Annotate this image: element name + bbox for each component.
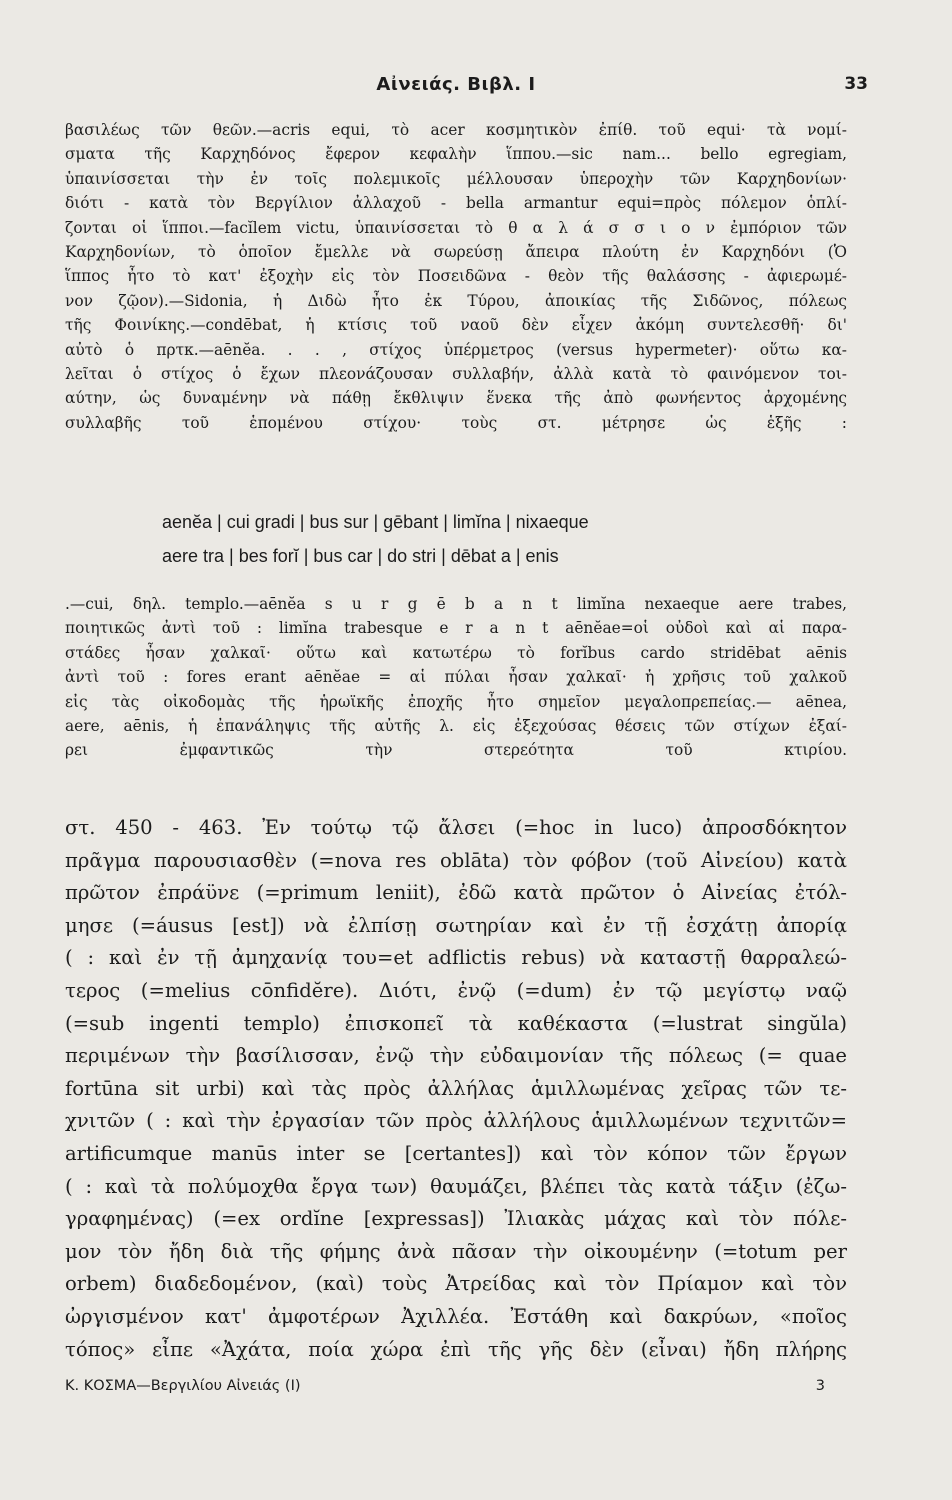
text-line: νον ζῷον).—Sidonia, ἡ Διδὼ ἦτο ἐκ Τύρου, ἀποικίας τῆς Σιδῶνος, πόλεως	[65, 291, 847, 310]
text-line: fortūna sit urbi) καὶ τὰς πρὸς ἀλλήλας ἁμιλλωμένας χεῖρας τῶν τε-	[65, 1076, 847, 1100]
text-line: (=sub ingenti templo) ἐπισκοπεῖ τὰ καθέκαστα (=lustrat singŭla)	[65, 1011, 847, 1035]
text-line: ζονται οἱ ἵπποι.—facĭlem victu, ὑπαινίσσεται τὸ θ α λ ά σ σ ι ο ν ἐμπόριον τῶν	[65, 218, 847, 237]
text-line: ποιητικῶς ἀντὶ τοῦ : limĭna trabesque e r a n t aēnĕae=οἱ οὐδοὶ καὶ αἱ παρα-	[65, 619, 847, 638]
text-line: ἀντὶ τοῦ : fores erant aēnĕae = αἱ πύλαι ἦσαν χαλκαῖ· ἡ χρῆσις τοῦ χαλκοῦ	[65, 668, 847, 687]
text-line: ἵππος ἦτο τὸ κατ' ἐξοχὴν εἰς τὸν Ποσειδῶνα - θεὸν τῆς θαλάσσης - ἀφιερωμέ-	[65, 267, 847, 286]
text-line: ὑπαινίσσεται τὴν ἐν τοῖς πολεμικοῖς μέλλουσαν ὑπεροχὴν τῶν Καρχηδονίων·	[65, 169, 847, 188]
text-line: γραφημένας) (=ex ordĭne [expressas]) Ἰλιακὰς μάχας καὶ τὸν πόλε-	[65, 1207, 847, 1231]
text-line: .—cui, δηλ. templo.—aēnĕa s u r g ē b a n t limĭna nexaeque aere trabes,	[65, 595, 847, 613]
text-line: βασιλέως τῶν θεῶν.—acris equi, τὸ acer κοσμητικὸν ἐπίθ. τοῦ equi· τὰ νομί-	[65, 121, 847, 139]
text-line: λεῖται ὁ στίχος ὁ ἔχων πλεονάζουσαν συλλαβήν, ἀλλὰ κατὰ τὸ φαινόμενον τοι-	[65, 364, 847, 383]
text-line: σματα τῆς Καρχηδόνος ἔφερον κεφαλὴν ἵππου.—sic nam... bello egregiam,	[65, 145, 847, 164]
text-line: τόπος» εἶπε «Ἀχάτα, ποία χώρα ἐπὶ τῆς γῆς δὲν (εἶναι) ἤδη πλήρης	[65, 1337, 847, 1361]
text-line: orbem) διαδεδομένον, (καὶ) τοὺς Ἀτρείδας καὶ τὸν Πρίαμον καὶ τὸν	[65, 1272, 847, 1296]
text-line: τῆς Φοινίκης.—condēbat, ἡ κτίσις τοῦ ναοῦ δὲν εἶχεν ἀκόμη συντελεσθῆ· δι'	[65, 316, 847, 335]
text-line: aere, aēnis, ἡ ἐπανάληψις τῆς αὐτῆς λ. εἰς ἐξεχούσας θέσεις τῶν στίχων ἐξαί-	[65, 716, 847, 735]
verse-line: aere tra | bes forĭ | bus car | do stri | dēbat a | enis	[162, 546, 559, 566]
text-line: Καρχηδονίων, τὸ ὁποῖον ἔμελλε νὰ σωρεύσῃ ἄπειρα πλούτη ἐν Καρχηδόνι (Ὁ	[65, 242, 847, 261]
footer-signature-text: Κ. ΚΟΣΜΑ—Βεργιλίου Αἰνειάς (Ι)	[65, 1378, 301, 1394]
text-line: εἰς τὰς οἰκοδομὰς τῆς ἡρωϊκῆς ἐποχῆς ἦτο σημεῖον μεγαλοπρεπείας.— aēnea,	[65, 692, 847, 711]
verse-scansion	[162, 505, 589, 573]
commentary-block	[65, 118, 847, 435]
commentary-block-2	[65, 592, 847, 763]
text-line: μησε (=áusus [est]) νὰ ἐλπίσῃ σωτηρίαν καὶ ἐν τῇ ἐσχάτῃ ἀπορίᾳ	[65, 913, 847, 937]
text-line: στ. 450 - 463. Ἐν τούτῳ τῷ ἄλσει (=hoc in luco) ἀπροσδόκητον	[65, 816, 847, 839]
text-line: συλλαβῆς τοῦ ἑπομένου στίχου· τοὺς στ. μέτρησε ὡς ἑξῆς :	[65, 413, 847, 432]
text-line: πρῶτον ἐπράϋνε (=primum leniit), ἐδῶ κατὰ πρῶτον ὁ Αἰνείας ἐτόλ-	[65, 881, 847, 905]
text-line: πρᾶγμα παρουσιασθὲν (=nova res oblāta) τὸν φόβον (τοῦ Αἰνείου) κατὰ	[65, 848, 847, 872]
text-line: χνιτῶν ( : καὶ τὴν ἐργασίαν τῶν πρὸς ἀλλήλους ἁμιλλωμένων τεχνιτῶν=	[65, 1109, 847, 1133]
translation-block	[65, 812, 847, 1366]
verse-line: aenĕa | cui gradi | bus sur | gēbant | limĭna | nixaeque	[162, 512, 589, 532]
text-line: στάδες ἦσαν χαλκαῖ· οὕτω καὶ κατωτέρω τὸ forĭbus cardo stridēbat aēnis	[65, 643, 847, 662]
text-line: περιμένων τὴν βασίλισσαν, ἐνῷ τὴν εὐδαιμονίαν τῆς πόλεως (= quae	[65, 1044, 847, 1068]
text-line: ὠργισμένον κατ' ἀμφοτέρων Ἀχιλλέα. Ἐστάθη καὶ δακρύων, «ποῖος	[65, 1304, 847, 1328]
text-line: ρει ἐμφαντικῶς τὴν στερεότητα τοῦ κτιρίου.	[65, 741, 847, 760]
text-line: αύτην, ὡς δυναμένην νὰ πάθῃ ἔκθλιψιν ἕνεκα τῆς ἀπὸ φωνήεντος ἀρχομένης	[65, 389, 847, 408]
running-header	[64, 74, 868, 98]
text-line: ( : καὶ ἐν τῇ ἀμηχανίᾳ του=et adflictis rebus) νὰ καταστῇ θαρραλεώ-	[65, 946, 847, 970]
page-footer	[65, 1378, 825, 1400]
running-title: Αἰνειάς. Βιβλ. I	[376, 74, 536, 95]
text-line: τερος (=melius cōnfidĕre). Διότι, ἐνῷ (=dum) ἐν τῷ μεγίστῳ ναῷ	[65, 978, 847, 1002]
text-line: artificumque manūs inter se [certantes]) καὶ τὸν κόπον τῶν ἔργων	[65, 1141, 847, 1165]
text-line: διότι - κατὰ τὸν Βεργίλιον ἀλλαχοῦ - bella armantur equi=πρὸς πόλεμον ὁπλί-	[65, 194, 847, 213]
text-line: αὐτὸ ὁ πρτκ.—aēnĕa. . . , στίχος ὑπέρμετρος (versus hypermeter)· οὕτω κα-	[65, 340, 847, 359]
text-line: μον τὸν ἤδη διὰ τῆς φήμης ἀνὰ πᾶσαν τὴν οἰκουμένην (=totum per	[65, 1239, 847, 1263]
signature-mark: 3	[815, 1378, 825, 1394]
text-line: ( : καὶ τὰ πολύμοχθα ἔργα των) θαυμάζει, βλέπει τὰς κατὰ τάξιν (ἐζω-	[65, 1174, 847, 1198]
page-number: 33	[844, 74, 868, 94]
